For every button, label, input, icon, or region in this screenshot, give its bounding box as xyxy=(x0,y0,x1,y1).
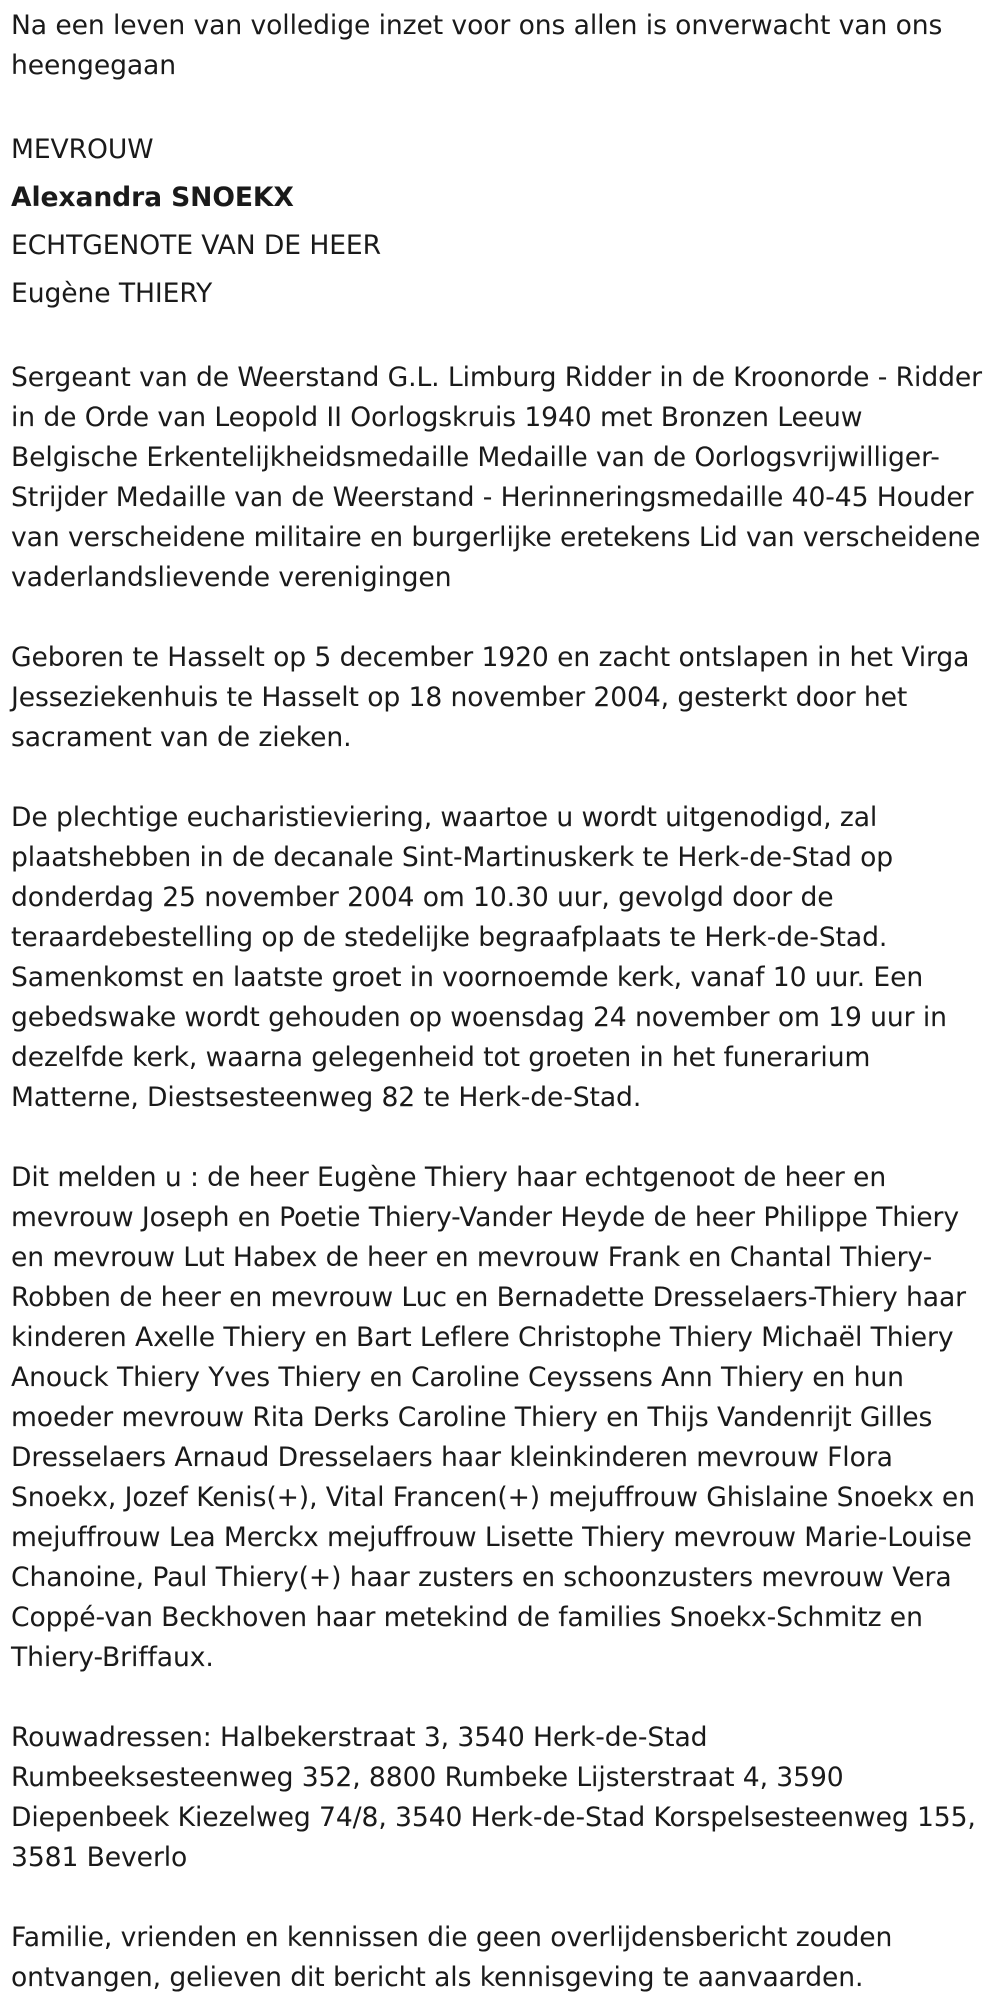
spouse-name: Eugène THIERY xyxy=(11,278,213,309)
relation-line: ECHTGENOTE VAN DE HEER xyxy=(11,230,381,261)
ceremony-paragraph: De plechtige eucharistieviering, waartoe u wordt uitgenodigd, zal plaatshebben in de decanale Sint-Martinuskerk te Herk-de-Stad op donderdag 25 november 2004 om 10.30 uur, gevolgd door de teraardebestelling op de stedelijke begraafplaats te Herk-de-Stad. Samenkomst en laatste groet in voornoemde kerk, vanaf 10 uur. Een gebedswake wordt gehouden op woensdag 24 november om 19 uur in dezelfde kerk, waarna gelegenheid tot groeten in het funerarium Matterne, Diestsesteenweg 82 te Herk-de-Stad. xyxy=(11,802,947,1113)
spacer xyxy=(11,318,988,358)
deceased-name: Alexandra SNOEKX xyxy=(11,182,294,213)
spacer xyxy=(11,1118,988,1158)
spacer xyxy=(11,758,988,798)
birth-death-paragraph: Geboren te Hasselt op 5 december 1920 en zacht ontslapen in het Virga Jesseziekenhuis te Hasselt op 18 november 2004, gesterkt door het sacrament van de zieken. xyxy=(11,642,970,753)
spacer xyxy=(11,598,988,638)
family-paragraph: Dit melden u : de heer Eugène Thiery haar echtgenoot de heer en mevrouw Joseph en Poetie Thiery-Vander Heyde de heer Philippe Thiery en mevrouw Lut Habex de heer en mevrouw Frank en Chantal Thiery-Robben de heer en mevrouw Luc en Bernadette Dresselaers-Thiery haar kinderen Axelle Thiery en Bart Leflere Christophe Thiery Michaël Thiery Anouck Thiery Yves Thiery en Caroline Ceyssens Ann Thiery en hun moeder mevrouw Rita Derks Caroline Thiery en Thijs Vandenrijt Gilles Dresselaers Arnaud Dresselaers haar kleinkinderen mevrouw Flora Snoekx, Jozef Kenis(+), Vital Francen(+) mejuffrouw Ghislaine Snoekx en mejuffrouw Lea Merckx mejuffrouw Lisette Thiery mevrouw Marie-Louise Chanoine, Paul Thiery(+) haar zusters en schoonzusters mevrouw Vera Coppé-van Beckhoven haar metekind de families Snoekx-Schmitz en Thiery-Briffaux. xyxy=(11,1162,975,1673)
honors-paragraph: Sergeant van de Weerstand G.L. Limburg Ridder in de Kroonorde - Ridder in de Orde van Leopold II Oorlogskruis 1940 met Bronzen Leeuw Belgische Erkentelijkheidsmedaille Medaille van de Oorlogsvrijwilliger-Strijder Medaille van de Weerstand - Herinneringsmedaille 40-45 Houder van verscheidene militaire en burgerlijke eretekens Lid van verscheidene vaderlandslievende verenigingen xyxy=(11,362,982,593)
honorific: MEVROUW xyxy=(11,134,154,165)
intro-paragraph: Na een leven van volledige inzet voor ons allen is onverwacht van ons heengegaan xyxy=(11,10,943,81)
spacer xyxy=(11,1678,988,1718)
addresses-paragraph: Rouwadressen: Halbekerstraat 3, 3540 Herk-de-Stad Rumbeeksesteenweg 352, 8800 Rumbeke Lijsterstraat 4, 3590 Diepenbeek Kiezelweg 74/8, 3540 Herk-de-Stad Korspelsesteenweg 155, 3581 Beverlo xyxy=(11,1722,976,1873)
closing-paragraph: Familie, vrienden en kennissen die geen overlijdensbericht zouden ontvangen, gelieven dit bericht als kennisgeving te aanvaarden. xyxy=(11,1922,893,1993)
spacer xyxy=(11,1878,988,1918)
spacer xyxy=(11,86,988,126)
